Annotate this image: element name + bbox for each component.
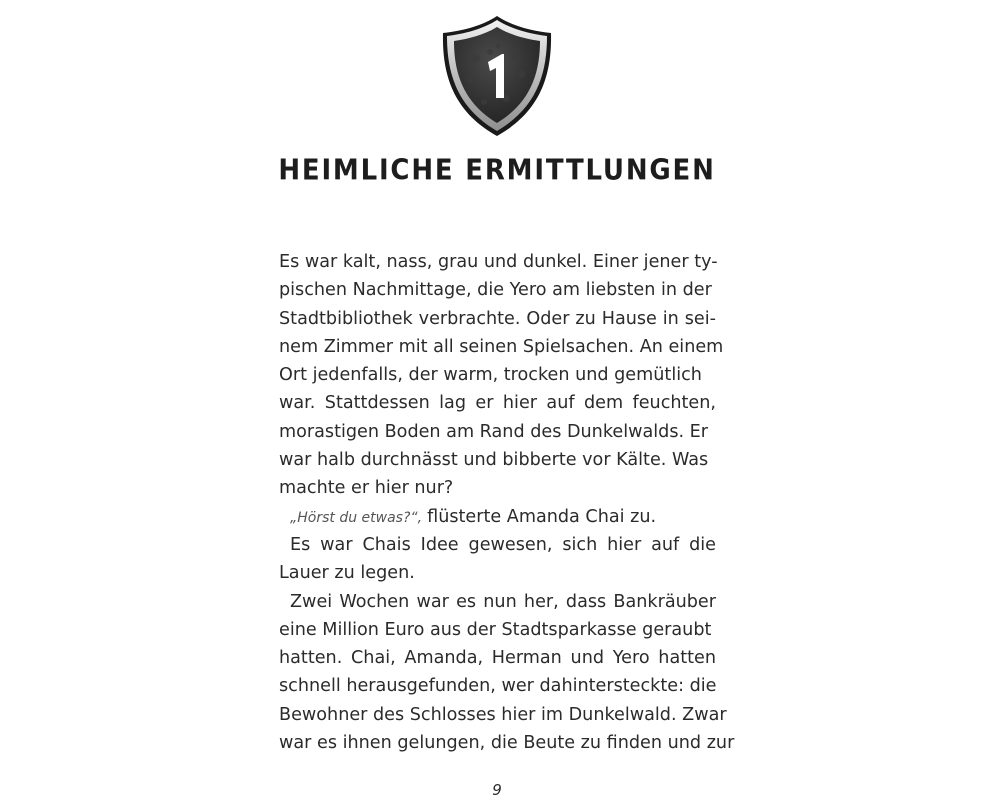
dialog-quote: „Hörst du etwas?“, [290, 509, 423, 526]
text-line: nem Zimmer mit all seinen Spielsachen. An einem [279, 336, 724, 357]
text-line: hatten. Chai, Amanda, Herman und Yero hatten [279, 648, 716, 669]
body-text [279, 248, 735, 757]
text-line: morastigen Boden am Rand des Dunkelwalds. Er [279, 421, 709, 442]
text-line: Bewohner des Schlosses hier im Dunkelwald. Zwar [279, 704, 727, 725]
text-line: pischen Nachmittage, die Yero am liebsten in der [279, 280, 712, 301]
dialog-line [279, 503, 716, 531]
text-line: war es ihnen gelungen, die Beute zu finden und zur [279, 733, 735, 754]
dialog-tail: flüsterte Amanda Chai zu. [427, 506, 657, 527]
chapter-shield-icon [440, 14, 554, 138]
page-number: 9 [492, 781, 502, 799]
text-line: machte er hier nur? [279, 478, 454, 499]
chapter-title: HEIMLICHE ERMITTLUNGEN [278, 154, 716, 188]
text-line: war. Stattdessen lag er hier auf dem feuchten, [279, 393, 716, 414]
text-line: Es war Chais Idee gewesen, sich hier auf die [290, 534, 716, 555]
text-line: war halb durchnässt und bibberte vor Kälte. Was [279, 450, 709, 471]
text-line: Es war kalt, nass, grau und dunkel. Einer jener ty- [279, 252, 718, 272]
text-line: eine Million Euro aus der Stadtsparkasse geraubt [279, 619, 712, 640]
text-line: Ort jedenfalls, der warm, trocken und gemütlich [279, 365, 702, 386]
text-line: Stadtbibliothek verbrachte. Oder zu Hause in sei- [279, 308, 716, 329]
text-line: Zwei Wochen war es nun her, dass Bankräuber [290, 591, 716, 612]
text-line: schnell herausgefunden, wer dahintersteckte: die [279, 676, 717, 697]
text-line: Lauer zu legen. [279, 563, 415, 584]
